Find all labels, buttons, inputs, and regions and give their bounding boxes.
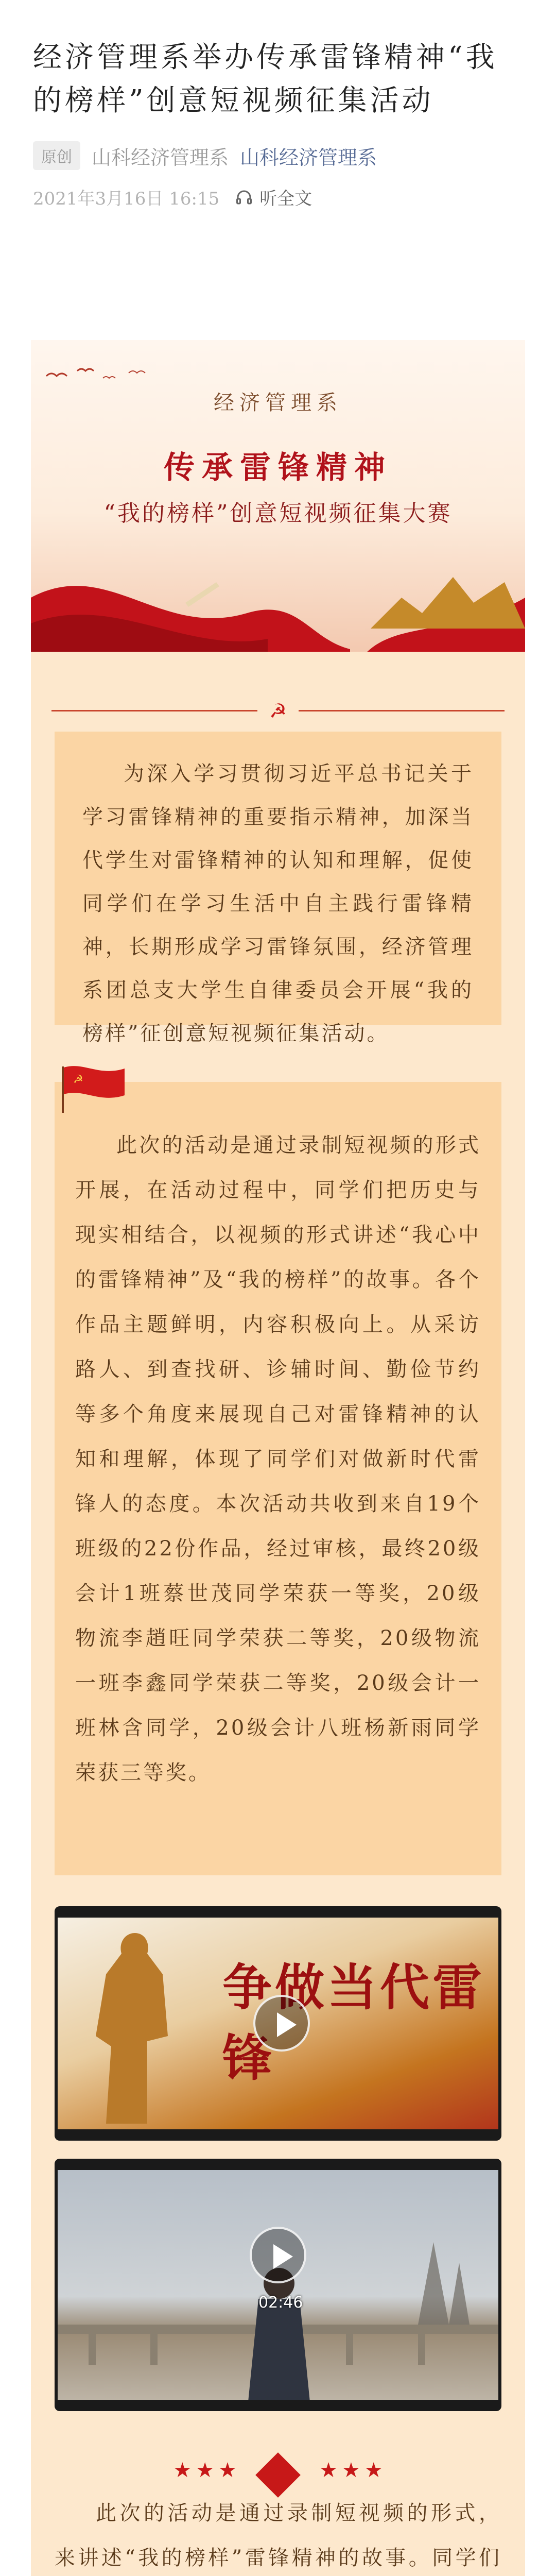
article-title: 经济管理系举办传承雷锋精神“我的榜样”创意短视频征集活动 [33,41,498,117]
original-badge: 原创 [33,141,80,170]
star-icon: ★ [173,2459,192,2482]
video-player-1[interactable] [55,1906,501,2141]
star-icon: ★ [319,2459,338,2482]
divider-line [51,710,257,711]
star-divider [31,2450,525,2491]
play-icon[interactable] [250,2227,306,2283]
divider-line [299,710,505,711]
star-icon: ★ [218,2459,237,2482]
article-author: 山科经济管理系 [92,146,229,169]
outdoor-scene [58,2170,498,2400]
video-title-text: 争做当代雷锋 [222,1958,485,2087]
star-icon: ★ [341,2459,360,2482]
banner-image [31,340,525,652]
video-player-2[interactable] [55,2159,501,2411]
publish-date: 2021年3月16日 16:15 [33,189,220,209]
summary-paragraph: 此次的活动是通过录制短视频的形式，来讲述“我的榜样”雷锋精神的故事。同学们 [55,2501,501,2570]
statue-figure [73,1923,207,2129]
headphones-icon [235,188,253,207]
red-flag-wave-decoration [31,536,525,652]
article-content [31,340,525,2576]
video-thumbnail [58,1918,498,2129]
svg-text:☭: ☭ [73,1073,83,1086]
article-meta [33,141,523,170]
section-divider [51,701,505,721]
article-header [0,0,556,210]
red-flag-icon [58,1061,130,1113]
banner-dept: 经济管理系 [214,391,342,415]
play-icon[interactable] [253,1995,310,2052]
article-meta-secondary [33,184,523,210]
star-icon: ★ [364,2459,383,2482]
listen-button[interactable] [235,184,312,210]
video-duration: 02:46 [258,2294,303,2312]
star-icon: ★ [196,2459,215,2482]
party-emblem-icon: ☭ [269,700,287,722]
banner-main-title: 传承雷锋精神 [164,450,392,486]
account-link[interactable]: 山科经济管理系 [240,146,377,169]
activity-paragraph: 此次的活动是通过录制短视频的形式开展，在活动过程中，同学们把历史与现实相结合，以视频的形式讲述“我心中的雷锋精神”及“我的榜样”的故事。各个作品主题鲜明，内容积极向上。从采访路人、到查找研、诊辅时间、勤俭节约等多个角度来展现自己对雷锋精神的认知和理解，体现了同学们对做新时代雷锋人的态度。本次活动共收到来自19个班级的22份作品，经过审核，最终20级会计1班蔡世茂同学荣获一等奖，20级物流李趙旺同学荣获二等奖，20级物流一班李鑫同学荣获二等奖，20级会计一班林含同学，20级会计八班杨新雨同学荣获三等奖。 [75,1133,481,1785]
activity-box [55,1082,501,1875]
listen-label: 听全文 [259,189,312,209]
intro-paragraph: 为深入学习贯彻习近平总书记关于学习雷锋精神的重要指示精神，加深当代学生对雷锋精神的认知和理解，促使同学们在学习生活中自主践行雷锋精神，长期形成学习雷锋氛围，经济管理系团总支大学生自律委员会开展“我的榜样”征创意短视频征集活动。 [82,762,474,1045]
intro-box [55,732,501,1045]
banner-subtitle: “我的榜样”创意短视频征集大赛 [103,500,453,527]
video-thumbnail [58,2170,498,2400]
